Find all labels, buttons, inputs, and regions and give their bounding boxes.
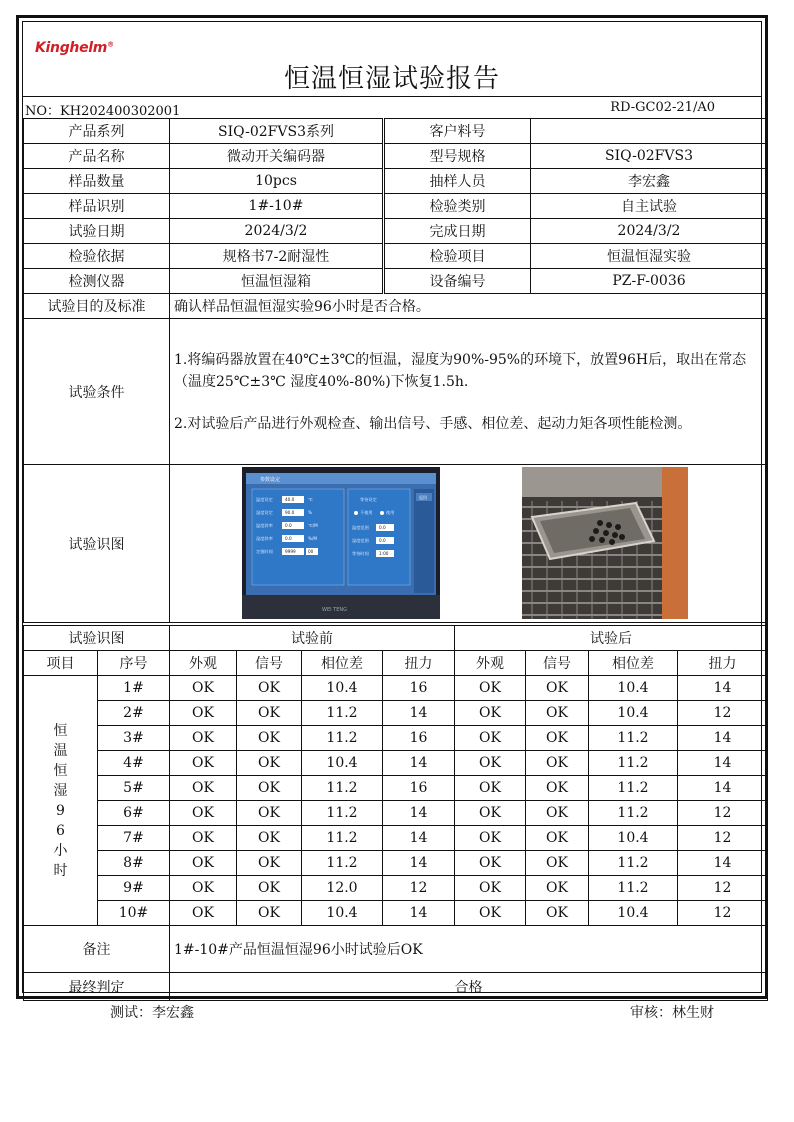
info-value: [531, 119, 768, 144]
column-header: 序号: [98, 651, 170, 676]
result-cell: 12.0: [302, 876, 383, 901]
result-cell: 16: [383, 726, 455, 751]
svg-text:使用: 使用: [386, 510, 395, 515]
result-cell: 12: [678, 701, 768, 726]
info-row: [24, 119, 768, 144]
after-test-header: 试验后: [455, 626, 768, 651]
condition-item-2: 2.对试验后产品进行外观检查、输出信号、手感、相位差、起动力矩各项性能检测。: [174, 415, 692, 432]
result-cell: OK: [170, 826, 237, 851]
result-cell: 14: [383, 851, 455, 876]
result-cell: OK: [237, 676, 302, 701]
result-cell: OK: [237, 801, 302, 826]
info-value: 2024/3/2: [170, 219, 384, 244]
sample-number: 2#: [98, 701, 170, 726]
result-cell: 12: [678, 801, 768, 826]
svg-text:参数设定: 参数设定: [260, 477, 281, 483]
test-item-char: 小: [53, 842, 68, 859]
result-cell: 14: [678, 726, 768, 751]
chamber-interior-photo: [522, 467, 688, 619]
result-cell: 14: [383, 801, 455, 826]
info-label: 产品系列: [24, 119, 170, 144]
column-header: 信号: [526, 651, 589, 676]
column-header: 相位差: [589, 651, 678, 676]
result-cell: OK: [170, 701, 237, 726]
info-value: PZ-F-0036: [531, 269, 768, 294]
result-cell: OK: [237, 826, 302, 851]
svg-text:温度设定: 温度设定: [256, 497, 273, 502]
result-cell: 10.4: [302, 751, 383, 776]
result-cell: OK: [455, 876, 526, 901]
verdict-label: 最终判定: [24, 973, 170, 1001]
result-cell: 10.4: [589, 826, 678, 851]
test-item-char: 9: [56, 802, 65, 819]
result-cell: OK: [526, 801, 589, 826]
test-item-char: 6: [56, 822, 65, 839]
column-header: 外观: [455, 651, 526, 676]
result-cell: 14: [678, 851, 768, 876]
results-group-header: [24, 626, 768, 651]
svg-text:温度范围: 温度范围: [352, 525, 369, 530]
table-row: [24, 901, 768, 926]
result-cell: OK: [455, 776, 526, 801]
column-header: 扭力: [678, 651, 768, 676]
info-label: 试验日期: [24, 219, 170, 244]
column-header: 扭力: [383, 651, 455, 676]
verdict-row: [24, 973, 768, 1001]
column-header: 相位差: [302, 651, 383, 676]
results-rows: [24, 676, 768, 926]
info-label: 样品数量: [24, 169, 170, 194]
column-header: 外观: [170, 651, 237, 676]
info-row: [24, 144, 768, 169]
result-cell: 10.4: [589, 676, 678, 701]
result-cell: OK: [455, 826, 526, 851]
result-cell: OK: [526, 876, 589, 901]
result-cell: 11.2: [302, 701, 383, 726]
result-cell: OK: [526, 826, 589, 851]
verdict-text: 合格: [170, 973, 768, 1001]
info-label: 抽样人员: [384, 169, 531, 194]
result-cell: OK: [455, 751, 526, 776]
photos-label: 试验识图: [24, 465, 170, 623]
result-cell: OK: [170, 801, 237, 826]
result-cell: 12: [383, 876, 455, 901]
table-row: [24, 851, 768, 876]
table-row: [24, 726, 768, 751]
company-logo: Kinghelm®: [35, 40, 114, 56]
purpose-row: [24, 294, 768, 319]
svg-text:返回: 返回: [419, 495, 427, 500]
purpose-label: 试验目的及标准: [24, 294, 170, 319]
test-item-label: [24, 676, 98, 926]
result-cell: OK: [455, 901, 526, 926]
result-cell: OK: [237, 876, 302, 901]
result-cell: 14: [383, 901, 455, 926]
result-cell: OK: [170, 751, 237, 776]
remarks-text: 1#-10#产品恒温恒湿96小时试验后OK: [170, 926, 768, 973]
test-results-table: [23, 625, 768, 1001]
result-cell: OK: [237, 851, 302, 876]
result-cell: OK: [170, 726, 237, 751]
result-cell: 11.2: [589, 776, 678, 801]
result-cell: 11.2: [589, 801, 678, 826]
info-value: 自主试验: [531, 194, 768, 219]
table-row: [24, 676, 768, 701]
sample-number: 7#: [98, 826, 170, 851]
condition-item-1: 1.将编码器放置在40℃±3℃的恒温，湿度为90%-95%的环境下，放置96H后，取出在常态（温度25℃±3℃ 湿度40%-80%)下恢复1.5h.: [174, 351, 747, 390]
sample-number: 8#: [98, 851, 170, 876]
info-value: 规格书7-2耐湿性: [170, 244, 384, 269]
test-item-char: 温: [53, 742, 68, 759]
svg-text:%: %: [308, 510, 312, 515]
info-label: 客户料号: [384, 119, 531, 144]
svg-text:湿度设定: 湿度设定: [256, 510, 273, 515]
result-cell: OK: [526, 701, 589, 726]
table-row: [24, 751, 768, 776]
result-cell: 16: [383, 776, 455, 801]
column-header: 项目: [24, 651, 98, 676]
svg-text:%/M: %/M: [308, 536, 318, 541]
result-cell: 11.2: [589, 751, 678, 776]
result-cell: 11.2: [589, 851, 678, 876]
sample-number: 4#: [98, 751, 170, 776]
info-label: 检验类别: [384, 194, 531, 219]
result-cell: OK: [170, 776, 237, 801]
result-cell: 11.2: [302, 726, 383, 751]
result-cell: OK: [526, 676, 589, 701]
info-label: 完成日期: [384, 219, 531, 244]
conditions-row: [24, 319, 768, 465]
remarks-row: [24, 926, 768, 973]
result-cell: 11.2: [589, 726, 678, 751]
test-item-char: 湿: [53, 782, 68, 799]
svg-text:湿度斜率: 湿度斜率: [256, 536, 273, 541]
svg-text:0.0: 0.0: [285, 536, 292, 541]
result-cell: 10.4: [589, 901, 678, 926]
svg-text:40.0: 40.0: [285, 497, 295, 502]
info-row: [24, 244, 768, 269]
info-row: [24, 194, 768, 219]
table-row: [24, 801, 768, 826]
info-value: SIQ-02FVS3: [531, 144, 768, 169]
info-value: 1#-10#: [170, 194, 384, 219]
sample-number: 1#: [98, 676, 170, 701]
info-label: 型号规格: [384, 144, 531, 169]
info-value: 李宏鑫: [531, 169, 768, 194]
result-cell: OK: [170, 901, 237, 926]
svg-text:不使用: 不使用: [360, 510, 373, 515]
info-value: SIQ-02FVS3系列: [170, 119, 384, 144]
result-cell: OK: [170, 676, 237, 701]
column-header: 信号: [237, 651, 302, 676]
report-title: 恒温恒湿试验报告: [283, 64, 500, 94]
info-row: [24, 169, 768, 194]
sample-number: 3#: [98, 726, 170, 751]
svg-text:等待设定: 等待设定: [360, 497, 377, 502]
info-label: 检验依据: [24, 244, 170, 269]
result-cell: OK: [455, 726, 526, 751]
sample-number: 6#: [98, 801, 170, 826]
result-cell: 10.4: [589, 701, 678, 726]
result-cell: OK: [237, 751, 302, 776]
svg-text:温度斜率: 温度斜率: [256, 523, 273, 528]
result-cell: 11.2: [589, 876, 678, 901]
result-cell: 12: [678, 901, 768, 926]
svg-text:00: 00: [308, 549, 314, 554]
info-row: [24, 219, 768, 244]
report-frame: [16, 15, 768, 999]
result-cell: OK: [526, 751, 589, 776]
result-cell: OK: [526, 851, 589, 876]
result-cell: 16: [383, 676, 455, 701]
tester-signature: 测试：李宏鑫: [110, 1005, 194, 1021]
info-row: [24, 269, 768, 294]
test-item-char: 恒: [53, 762, 68, 779]
report-number-line: [23, 96, 761, 118]
table-row: [24, 776, 768, 801]
result-cell: OK: [526, 726, 589, 751]
test-item-char: 恒: [53, 722, 68, 739]
result-cell: 11.2: [302, 776, 383, 801]
result-cell: 11.2: [302, 801, 383, 826]
result-cell: OK: [237, 901, 302, 926]
result-cell: 14: [678, 751, 768, 776]
svg-text:WEI TENG: WEI TENG: [322, 607, 347, 613]
result-cell: 12: [678, 826, 768, 851]
chamber-controller-photo: [242, 467, 440, 619]
test-item-char: 时: [53, 862, 68, 879]
svg-text:0.0: 0.0: [379, 525, 386, 530]
result-cell: 10.4: [302, 901, 383, 926]
result-cell: OK: [237, 726, 302, 751]
conditions-text: [170, 319, 768, 465]
info-value: 2024/3/2: [531, 219, 768, 244]
report-info-table: [23, 118, 768, 623]
table-row: [24, 701, 768, 726]
results-label: 试验识图: [24, 626, 170, 651]
form-code: RD-GC02-21/A0: [610, 100, 715, 115]
sample-number: 10#: [98, 901, 170, 926]
remarks-label: 备注: [24, 926, 170, 973]
info-label: 检验项目: [384, 244, 531, 269]
table-row: [24, 876, 768, 901]
svg-text:90.0: 90.0: [285, 510, 295, 515]
result-cell: OK: [170, 876, 237, 901]
svg-text:0.0: 0.0: [379, 538, 386, 543]
info-label: 样品识别: [24, 194, 170, 219]
result-cell: OK: [526, 776, 589, 801]
sample-number: 9#: [98, 876, 170, 901]
svg-text:0.0: 0.0: [285, 523, 292, 528]
conditions-label: 试验条件: [24, 319, 170, 465]
info-rows: [24, 119, 768, 294]
result-cell: 11.2: [302, 851, 383, 876]
result-cell: OK: [455, 676, 526, 701]
info-value: 10pcs: [170, 169, 384, 194]
photos-cell: [170, 465, 768, 623]
svg-text:9999: 9999: [285, 549, 296, 554]
result-cell: 14: [383, 751, 455, 776]
result-cell: 14: [678, 676, 768, 701]
info-value: 微动开关编码器: [170, 144, 384, 169]
info-label: 产品名称: [24, 144, 170, 169]
result-cell: OK: [237, 776, 302, 801]
result-cell: 14: [383, 701, 455, 726]
svg-text:定值时间: 定值时间: [256, 549, 273, 554]
svg-text:℃/M: ℃/M: [308, 523, 318, 528]
result-cell: 14: [383, 826, 455, 851]
results-column-header: [24, 651, 768, 676]
purpose-text: 确认样品恒温恒湿实验96小时是否合格。: [170, 294, 768, 319]
photos-row: [24, 465, 768, 623]
before-test-header: 试验前: [170, 626, 455, 651]
info-label: 检测仪器: [24, 269, 170, 294]
sample-number: 5#: [98, 776, 170, 801]
table-row: [24, 826, 768, 851]
svg-text:1:00: 1:00: [379, 551, 389, 556]
info-value: 恒温恒湿箱: [170, 269, 384, 294]
svg-text:℃: ℃: [308, 497, 313, 502]
result-cell: 11.2: [302, 826, 383, 851]
reviewer-signature: 审核：林生财: [630, 1005, 714, 1021]
result-cell: OK: [237, 701, 302, 726]
result-cell: 10.4: [302, 676, 383, 701]
result-cell: OK: [170, 851, 237, 876]
svg-text:等待时间: 等待时间: [352, 551, 369, 556]
info-value: 恒温恒湿实验: [531, 244, 768, 269]
report-number: NO：KH202400302001: [25, 104, 181, 119]
result-cell: OK: [455, 851, 526, 876]
svg-text:湿度范围: 湿度范围: [352, 538, 369, 543]
result-cell: 12: [678, 876, 768, 901]
info-label: 设备编号: [384, 269, 531, 294]
result-cell: OK: [455, 701, 526, 726]
result-cell: 14: [678, 776, 768, 801]
result-cell: OK: [455, 801, 526, 826]
result-cell: OK: [526, 901, 589, 926]
report-inner: [22, 21, 762, 996]
